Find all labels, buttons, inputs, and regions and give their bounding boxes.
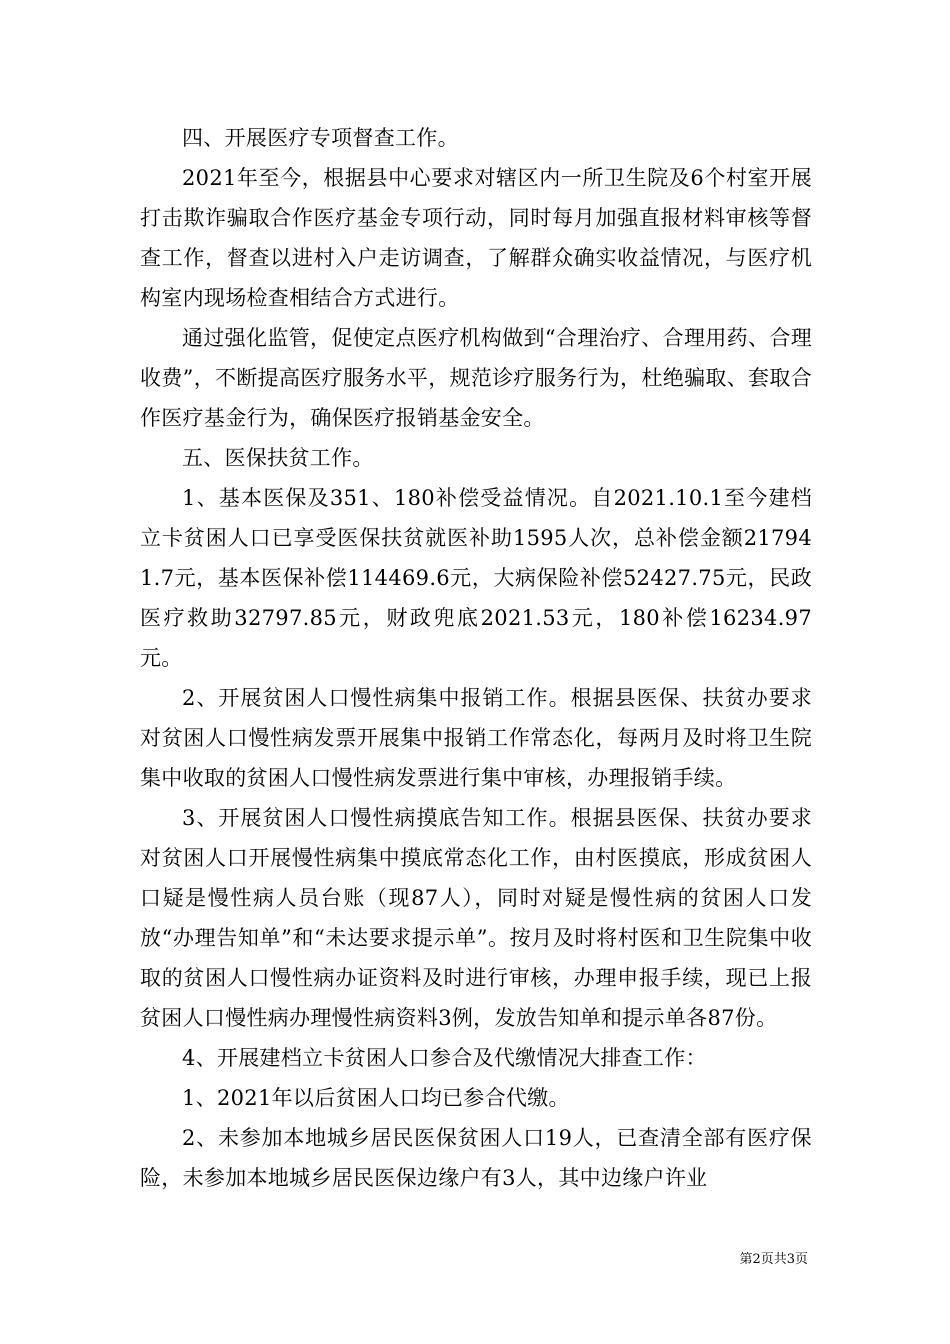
- paragraph: 4、开展建档立卡贫困人口参合及代缴情况大排查工作：: [182, 1046, 707, 1070]
- document-body: [140, 118, 812, 1198]
- paragraph: 2021年至今，根据县中心要求对辖区内一所卫生院及6个村室开展打击欺诈骗取合作医疗基金专项行动，同时每月加强直报材料审核等督查工作，督查以进村入户走访调查，了解群众确实收益情况，与医疗机构室内现场检查相结合方式进行。: [140, 166, 812, 310]
- section-heading-5: 五、医保扶贫工作。: [182, 446, 374, 470]
- paragraph: 3、开展贫困人口慢性病摸底告知工作。根据县医保、扶贫办要求对贫困人口开展慢性病集中摸底常态化工作，由村医摸底，形成贫困人口疑是慢性病人员台账（现87人），同时对疑是慢性病的贫困人口发放“办理告知单”和“未达要求提示单”。按月及时将村医和卫生院集中收取的贫困人口慢性病办证资料及时进行审核，办理申报手续，现已上报贫困人口慢性病办理慢性病资料3例，发放告知单和提示单各87份。: [140, 806, 812, 1030]
- paragraph: 2、未参加本地城乡居民医保贫困人口19人，已查清全部有医疗保险，未参加本地城乡居民医保边缘户有3人，其中边缘户许业: [140, 1126, 812, 1190]
- paragraph: 2、开展贫困人口慢性病集中报销工作。根据县医保、扶贫办要求对贫困人口慢性病发票开展集中报销工作常态化，每两月及时将卫生院集中收取的贫困人口慢性病发票进行集中审核，办理报销手续。: [140, 686, 812, 790]
- paragraph: 通过强化监管，促使定点医疗机构做到“合理治疗、合理用药、合理收费”，不断提高医疗服务水平，规范诊疗服务行为，杜绝骗取、套取合作医疗基金行为，确保医疗报销基金安全。: [140, 326, 812, 430]
- paragraph: 1、2021年以后贫困人口均已参合代缴。: [182, 1086, 570, 1110]
- section-heading-4: 四、开展医疗专项督查工作。: [182, 126, 459, 150]
- paragraph: 1、基本医保及351、180补偿受益情况。自2021.10.1至今建档立卡贫困人口已享受医保扶贫就医补助1595人次，总补偿金额217941.7元，基本医保补偿114469.6元，大病保险补偿52427.75元，民政医疗救助32797.85元，财政兜底2021.53元，180补偿16234.97元。: [140, 486, 812, 670]
- page-number: 第2页共3页: [739, 1252, 808, 1267]
